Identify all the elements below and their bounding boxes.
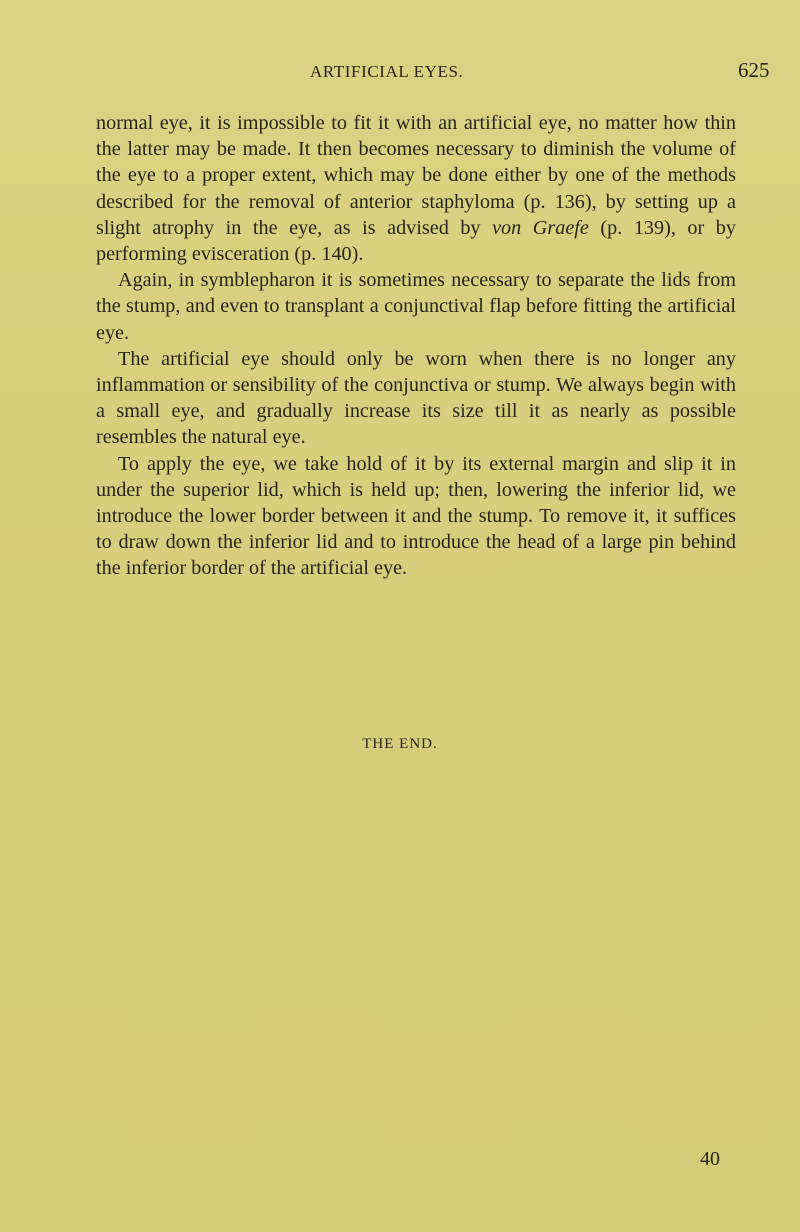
signature-mark: 40: [700, 1148, 720, 1170]
paragraph-1: [96, 110, 736, 267]
paragraph-3: The artificial eye should only be worn when there is no longer any inflammation or sensibility of the conjunctiva or stump. We always begin with a small eye, and gradually increase its size till it as nearly as possible resembles the natural eye.: [96, 347, 736, 449]
paragraph-4: To apply the eye, we take hold of it by its external margin and slip it in under the superior lid, which is held up; then, lowering the inferior lid, we introduce the lower border between it and the stump. To remove it, it suffices to draw down the inferior lid and to introduce the head of a large pin behind the inferior border of the artificial eye.: [96, 452, 736, 580]
running-title: ARTIFICIAL EYES.: [310, 62, 464, 81]
paragraph-2: Again, in symblepharon it is sometimes necessary to separate the lids from the stump, and even to transplant a conjunctival flap before fitting the artificial eye.: [96, 269, 736, 344]
paragraph-1-text: normal eye, it is impossible to fit it with an artificial eye, no matter how thin the latter may be made. It then becomes necessary to diminish the volume of the eye to a proper extent, which may be done either by one of the methods described for the removal of anterior staphyloma (p. 136), by setting up a slight atrophy in the eye, as is advised by: [96, 112, 736, 239]
body-text: [96, 110, 736, 582]
the-end-label: THE END.: [362, 736, 438, 752]
author-name: von Graefe: [492, 216, 589, 239]
running-head: [0, 58, 800, 86]
page-number: 625: [738, 58, 770, 82]
paragraph-1-text-end: (p. 139), or by performing evisceration (p. 140).: [96, 216, 736, 266]
